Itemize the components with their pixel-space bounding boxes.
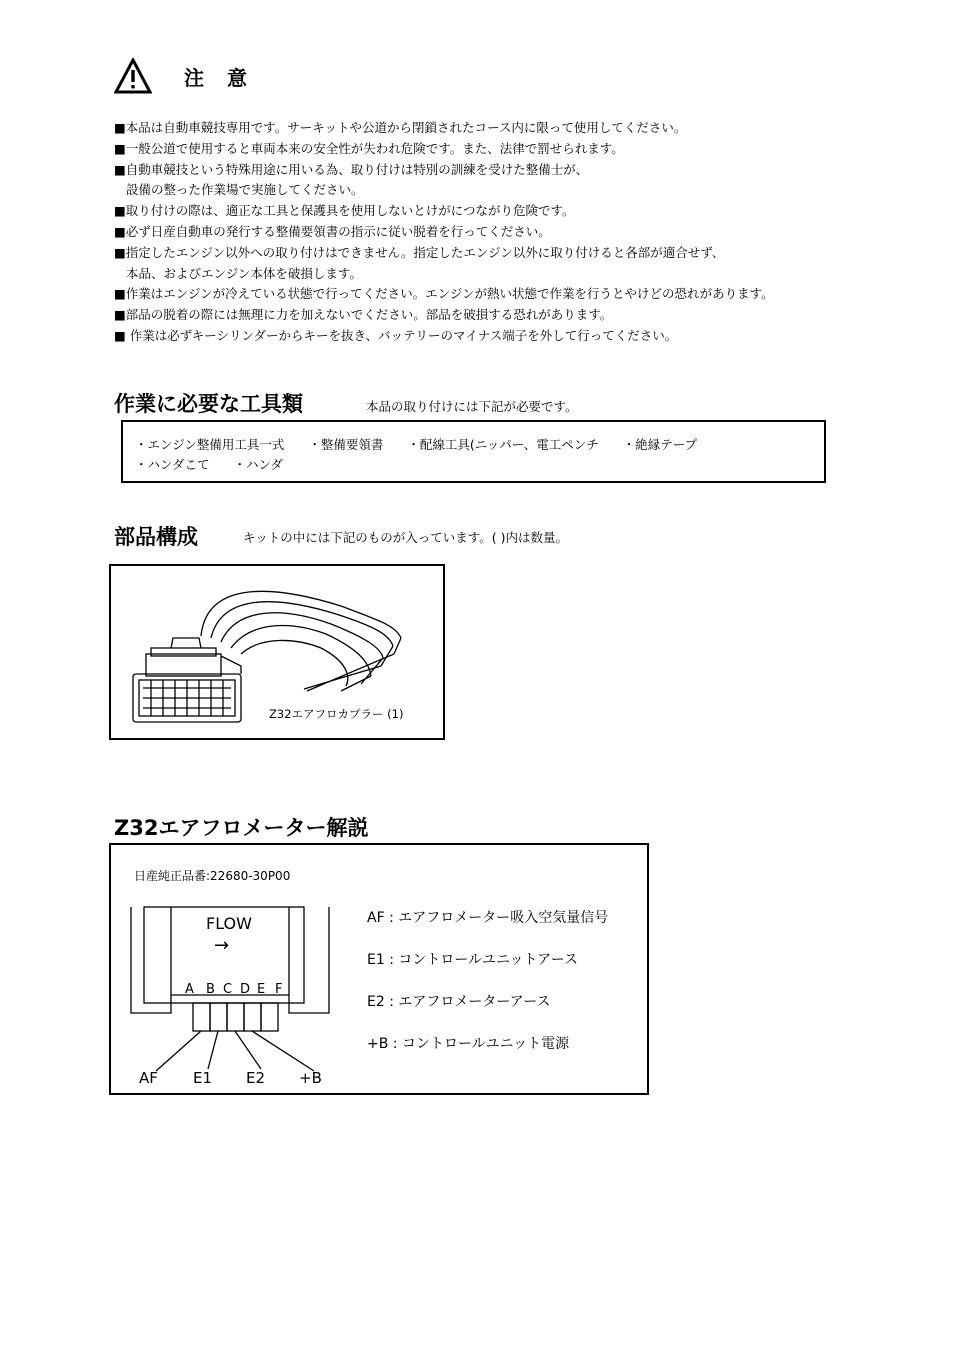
caution-line: ■自動車競技という特殊用途に用いる為、取り付けは特別の訓練を受けた整備士が、 <box>114 161 589 177</box>
tools-heading: 作業に必要な工具類 <box>114 392 303 416</box>
caution-header <box>114 58 255 94</box>
caution-line: ■取り付けの際は、適正な工具と保護具を使用しないとけがにつながり危険です。 <box>114 203 575 219</box>
parts-subtext: キットの中には下記のものが入っています。( )内は数量。 <box>243 530 568 545</box>
tool-item: ・ハンダこて <box>135 457 210 472</box>
tools-row-1 <box>135 435 824 455</box>
pin-label: A <box>185 982 194 997</box>
parts-caption: Z32エアフロカプラー (1) <box>269 707 404 721</box>
caution-line: ■本品は自動車競技専用です。サーキットや公道から閉鎖されたコース内に限って使用してください。 <box>114 120 687 135</box>
part-number: 日産純正品番:22680-30P00 <box>134 869 291 883</box>
airflow-box <box>109 843 649 1095</box>
caution-line: 本品、およびエンジン本体を破損します。 <box>126 265 362 281</box>
caution-line: ■作業はエンジンが冷えている状態で行ってください。エンジンが熱い状態で作業を行うとやけどの恐れがあります。 <box>114 286 774 302</box>
tool-item: ・絶縁テープ <box>622 437 698 452</box>
caution-line: ■指定したエンジン以外への取り付けはできません。指定したエンジン以外に取り付けると各部が適合せず、 <box>114 244 725 260</box>
wire-label: AF <box>139 1069 158 1087</box>
caution-line: ■必ず日産自動車の発行する整備要領書の指示に従い脱着を行ってください。 <box>114 223 551 239</box>
tools-row-2 <box>135 455 824 475</box>
pin-legend <box>367 907 608 1075</box>
legend-item: +B : コントロールユニット電源 <box>367 1036 570 1052</box>
pin-label: D <box>240 982 251 997</box>
caution-line: ■ 作業は必ずキーシリンダーからキーを抜き、バッテリーのマイナス端子を外して行ってください。 <box>114 327 678 343</box>
tool-item: ・ハンダ <box>233 457 284 472</box>
tool-item: ・エンジン整備用工具一式 <box>135 437 285 452</box>
airflow-connector-diagram <box>111 845 361 1095</box>
caution-line: ■一般公道で使用すると車両本来の安全性が失われ危険です。また、法律で罰せられます。 <box>114 140 624 156</box>
wire-label: E1 <box>193 1069 213 1087</box>
caution-line: ■部品の脱着の際には無理に力を加えないでください。部品を破損する恐れがあります。 <box>114 307 613 323</box>
pin-label: C <box>223 982 233 997</box>
tool-item: ・整備要領書 <box>308 437 384 452</box>
pin-label: B <box>206 982 215 997</box>
wire-label: E2 <box>246 1069 266 1087</box>
tools-subtext: 本品の取り付けには下記が必要です。 <box>366 399 578 414</box>
tool-item: ・配線工具(ニッパー、電工ペンチ <box>407 437 599 452</box>
pin-label: F <box>275 982 283 997</box>
warning-triangle-icon <box>114 58 152 94</box>
caution-title: 注 意 <box>184 65 255 90</box>
pin-label: E <box>257 982 266 997</box>
legend-item: AF : エアフロメーター吸入空気量信号 <box>367 910 609 926</box>
caution-notes <box>114 118 774 347</box>
parts-box <box>109 564 445 740</box>
airflow-heading: Z32エアフロメーター解説 <box>114 816 369 840</box>
wire-label: +B <box>299 1069 322 1087</box>
legend-item: E1 : コントロールユニットアース <box>367 952 578 968</box>
parts-heading: 部品構成 <box>114 525 198 549</box>
tools-box <box>121 420 826 483</box>
flow-label: FLOW <box>206 914 252 933</box>
legend-item: E2 : エアフロメーターアース <box>367 994 551 1010</box>
flow-arrow: → <box>214 935 230 956</box>
caution-line: 設備の整った作業場で実施してください。 <box>126 182 364 198</box>
